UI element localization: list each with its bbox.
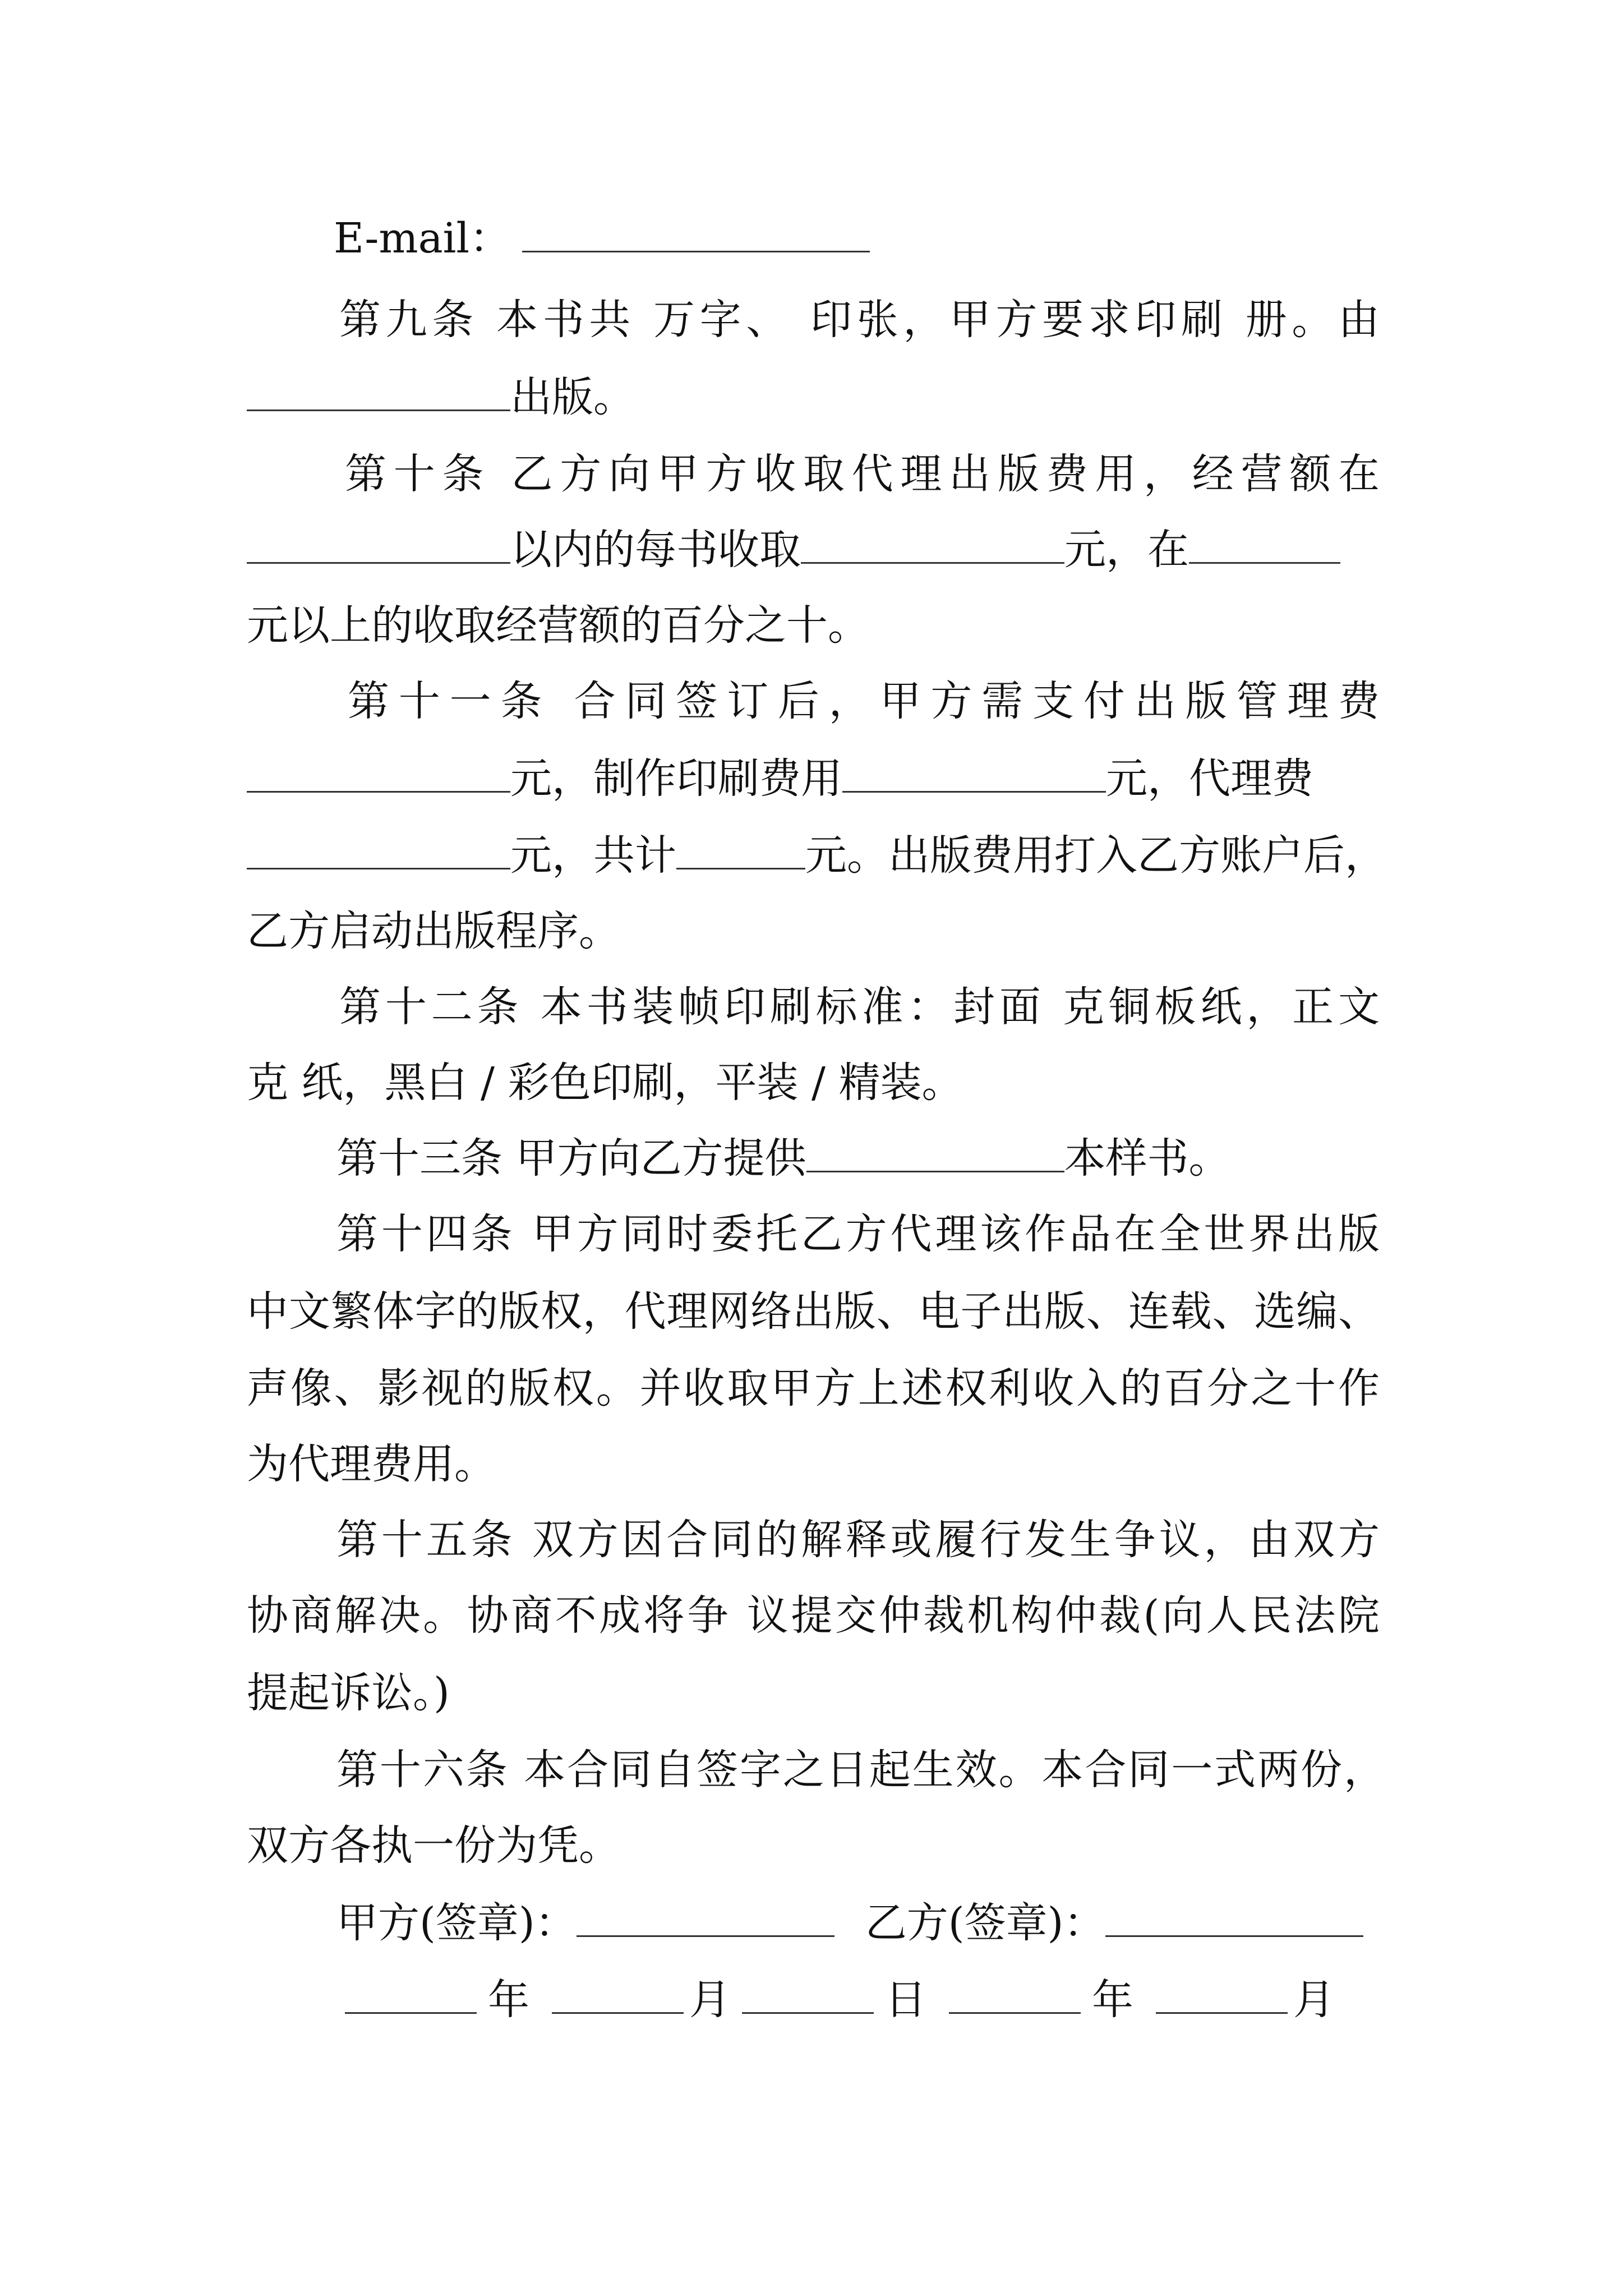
party-b-month-label: 月 <box>1293 1976 1335 2024</box>
article-12-line-1: 第十二条 本书装帧印刷标准：封面 克铜板纸，正文 <box>339 983 1380 1031</box>
party-a-month-blank <box>552 1973 684 2014</box>
party-a-year-blank <box>345 1973 477 2014</box>
article-11-text-b: 元，代理费 <box>1106 754 1313 803</box>
party-a-month-label: 月 <box>689 1976 731 2024</box>
article-13-text-a: 第十三条 甲方向乙方提供 <box>336 1134 806 1182</box>
management-fee-blank <box>247 752 510 793</box>
party-a-day-blank <box>742 1973 874 2014</box>
fee-blank <box>801 523 1064 564</box>
article-15-line-1: 第十五条 双方因合同的解释或履行发生争议，由双方 <box>336 1516 1380 1564</box>
article-10-text-a: 以内的每书收取 <box>510 526 801 574</box>
article-10-line-1: 第十条 乙方向甲方收取代理出版费用，经营额在 <box>345 450 1380 498</box>
party-a-signature-blank <box>577 1896 834 1937</box>
article-13-line <box>336 1130 1469 1186</box>
article-12-line-2: 克 纸，黑白 / 彩色印刷，平装 / 精装。 <box>247 1059 963 1107</box>
article-9-line-1: 第九条 本书共 万字、 印张，甲方要求印刷 册。由 <box>339 296 1380 344</box>
article-16-line-1: 第十六条 本合同自签字之日起生效。本合同一式两份， <box>336 1746 1385 1794</box>
party-a-year-label: 年 <box>488 1976 529 2024</box>
article-11-text-c: 元，共计 <box>510 831 676 880</box>
party-b-signature-label: 乙方(签章)： <box>865 1899 1105 1947</box>
article-16-line-2: 双方各执一份为凭。 <box>247 1821 620 1870</box>
article-11-line-1: 第十一条 合同签订后，甲方需支付出版管理费 <box>348 677 1380 725</box>
party-b-year-blank <box>949 1973 1081 2014</box>
article-15-line-3: 提起诉讼。) <box>247 1669 450 1717</box>
signature-line <box>336 1895 1469 1951</box>
date-line <box>345 1972 1478 2028</box>
party-a-day-label: 日 <box>885 1976 926 2024</box>
threshold-blank <box>1189 523 1340 564</box>
article-11-line-4: 乙方启动出版程序。 <box>247 907 620 955</box>
sample-count-blank <box>806 1131 1064 1172</box>
article-10-line-2 <box>247 522 1380 578</box>
article-14-line-4: 为代理费用。 <box>247 1440 496 1488</box>
total-blank <box>676 829 805 869</box>
agency-fee-blank <box>247 829 510 869</box>
article-11-line-2 <box>247 751 1380 807</box>
party-b-month-blank <box>1156 1973 1288 2014</box>
article-14-line-2: 中文繁体字的版权，代理网络出版、电子出版、连载、选编、 <box>247 1287 1380 1336</box>
article-11-line-3 <box>247 827 1386 884</box>
email-line <box>334 210 1467 266</box>
article-11-text-d: 元。出版费用打入乙方账户后， <box>805 831 1386 880</box>
email-blank <box>522 211 870 252</box>
article-9-tail: 出版。 <box>510 373 635 421</box>
party-a-signature-label: 甲方(签章)： <box>336 1899 577 1947</box>
article-9-line-2 <box>247 369 1380 425</box>
article-13-text-b: 本样书。 <box>1064 1134 1230 1182</box>
article-14-line-3: 声像、影视的版权。并收取甲方上述权利收入的百分之十作 <box>247 1364 1380 1412</box>
party-b-year-label: 年 <box>1092 1976 1133 2024</box>
article-10-text-b: 元，在 <box>1064 526 1189 574</box>
article-11-text-a: 元，制作印刷费用 <box>510 754 842 803</box>
article-15-line-2: 协商解决。协商不成将争 议提交仲裁机构仲裁(向人民法院 <box>247 1591 1380 1640</box>
printing-fee-blank <box>842 752 1106 793</box>
article-10-line-3: 元以上的收取经营额的百分之十。 <box>247 601 869 650</box>
party-b-signature-blank <box>1105 1896 1363 1937</box>
article-14-line-1: 第十四条 甲方同时委托乙方代理该作品在全世界出版 <box>336 1210 1380 1258</box>
email-label: E-mail： <box>334 214 511 263</box>
publisher-blank <box>247 370 510 411</box>
amount-blank <box>247 523 510 564</box>
